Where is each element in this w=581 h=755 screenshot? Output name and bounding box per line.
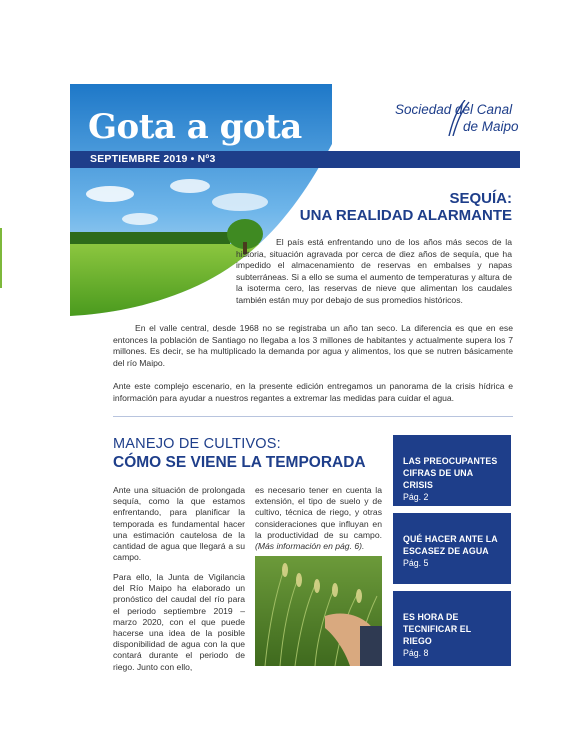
column-b-text: es necesario tener en cuenta la extensión, el tipo de suelo y de cultivo, técnica de riego, y otras consideraciones que influyan en la productividad de su campo. xyxy=(255,485,382,540)
body-paragraph-2: Ante este complejo escenario, en la presente edición entregamos un panorama de la crisis hídrica e información para ayudar a nuestros regantes a extremar las medidas para cuidar el agua. xyxy=(113,381,513,403)
more-info-reference: (Más información en pág. 6). xyxy=(255,541,365,552)
body-paragraph-1: En el valle central, desde 1968 no se registraba un año tan seco. La diferencia es que en ese entonces la población de Santiago no llegaba a los 3 millones de habitantes y actualmente supera los 7 millones. Es decir, se ha multiplicado la demanda por agua y alimentos, los que se nutren básicamente del río Maipo. xyxy=(113,323,513,368)
page-edge-mark xyxy=(0,228,2,288)
sidebar-title-riego: ES HORA DE TECNIFICAR EL RIEGO xyxy=(403,612,472,646)
newsletter-title: Gota a gota xyxy=(88,107,302,147)
sidebar-box-crisis[interactable] xyxy=(393,435,511,506)
column-a-paragraph-2: Para ello, la Junta de Vigilancia del Río Maipo ha elaborado un pronóstico del caudal del río para el periodo septiembre 2019 – marzo 2020, con el que puede hacerse una idea de la posible disponibilidad de agua con la que contará durante el periodo de riego. Junto con ello, xyxy=(113,572,245,672)
sidebar-page-riego: Pág. 8 xyxy=(403,648,429,658)
rice-field-photo xyxy=(255,556,382,666)
column-b-paragraph xyxy=(255,485,382,552)
issue-date: SEPTIEMBRE 2019 • Nº3 xyxy=(90,153,216,165)
section-divider xyxy=(113,416,513,417)
section-title: CÓMO SE VIENE LA TEMPORADA xyxy=(113,454,366,471)
intro-paragraph xyxy=(236,237,512,306)
sidebar-page-crisis: Pág. 2 xyxy=(403,492,429,502)
section-kicker: MANEJO DE CULTIVOS: xyxy=(113,436,281,452)
sidebar-title-escasez: QUÉ HACER ANTE LA ESCASEZ DE AGUA xyxy=(403,534,498,556)
brand-name-line2: de Maipo xyxy=(463,119,519,134)
sidebar-title-crisis: LAS PREOCUPANTES CIFRAS DE UNA CRISIS xyxy=(403,456,498,490)
sidebar-box-riego[interactable] xyxy=(393,591,511,666)
column-a-paragraph-1: Ante una situación de prolongada sequía, como la que estamos enfrentando, para planificar la temporada es fundamental hacer una estimación cautelosa de la cantidad de agua que llegará a su campo. xyxy=(113,485,245,563)
intro-text: El país está enfrentando uno de los años más secos de la historia, situación agravada por cerca de diez años de sequía, que ha impedido el almacenamiento de reservas en embalses y napas subterráneas. Si a ello se suma el aumento de temperaturas y altura de la isoterma cero, las reservas de nieve que alimentan los caudales también están muy por debajo de sus promedios históricos. xyxy=(236,237,512,305)
sidebar-page-escasez: Pág. 5 xyxy=(403,558,429,568)
crop-hand-illustration xyxy=(255,556,382,666)
brand-name-line1: Sociedad del Canal xyxy=(395,102,513,117)
main-headline xyxy=(250,190,512,224)
brand-logo xyxy=(395,102,525,142)
headline-line1: SEQUÍA: xyxy=(449,190,512,207)
headline-line2: UNA REALIDAD ALARMANTE xyxy=(299,207,512,224)
sidebar-box-escasez[interactable] xyxy=(393,513,511,584)
